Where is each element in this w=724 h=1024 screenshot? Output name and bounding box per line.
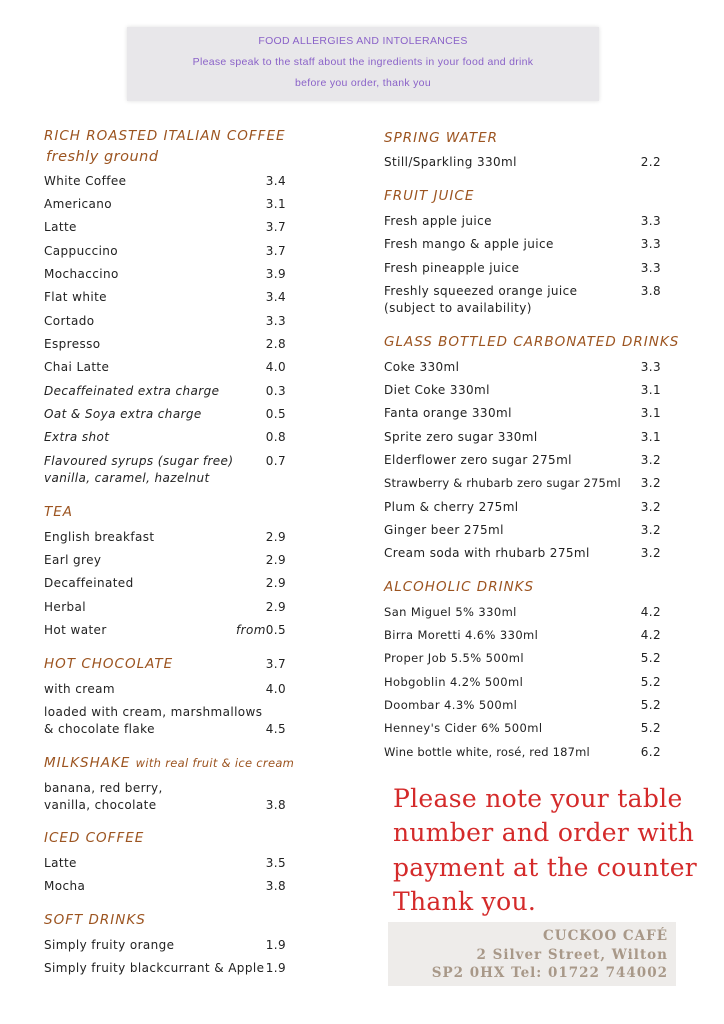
item-price: 3.2 [640, 546, 661, 560]
item-name: Americano [44, 197, 113, 211]
allergy-line: before you order, thank you [295, 77, 431, 89]
item-price: 1.9 [265, 961, 286, 975]
item-name: Mocha [44, 879, 86, 893]
cafe-address [388, 922, 676, 986]
allergy-line: Please speak to the staff about the ingredients in your food and drink [192, 56, 534, 68]
item-name: Extra shot [44, 430, 110, 444]
item-price: 4.0 [265, 682, 286, 696]
section-title-text: MILKSHAKE [44, 755, 131, 771]
item-price: 0.3 [265, 384, 286, 398]
item-name: Simply fruity orange [44, 938, 175, 952]
item-price: 5.2 [640, 651, 661, 665]
item-price: 3.2 [640, 453, 661, 467]
allergy-title: FOOD ALLERGIES AND INTOLERANCES [258, 35, 468, 47]
item-price: 3.2 [640, 523, 661, 537]
item-price: 2.2 [640, 155, 661, 169]
item-name: Espresso [44, 337, 101, 351]
item-name: Simply fruity blackcurrant & Apple [44, 961, 265, 975]
item-price: 2.9 [265, 530, 286, 544]
item-price: 5.2 [640, 698, 661, 712]
item-price: 0.8 [265, 430, 286, 444]
section-title: HOT CHOCOLATE [44, 656, 174, 672]
section-title: SPRING WATER [384, 130, 499, 146]
section-subtitle: with real fruit & ice cream [135, 756, 295, 770]
item-price: 2.8 [265, 337, 286, 351]
item-name: Fresh pineapple juice [384, 261, 520, 275]
item-name: Diet Coke 330ml [384, 383, 490, 397]
item-name: Freshly squeezed orange juice [384, 284, 578, 298]
item-name: Decaffeinated extra charge [44, 384, 220, 398]
item-price: 0.7 [265, 454, 286, 468]
item-price: 3.3 [640, 360, 661, 374]
item-name: Doombar 4.3% 500ml [384, 698, 518, 712]
item-price: 5.2 [640, 721, 661, 735]
note-line: payment at the counter [393, 853, 698, 882]
section-title: SOFT DRINKS [44, 912, 146, 928]
item-name: Henney's Cider 6% 500ml [384, 721, 543, 735]
item-price: 5.2 [640, 675, 661, 689]
item-price: 3.7 [265, 657, 286, 671]
item-price: 3.1 [265, 197, 286, 211]
item-price: 3.2 [640, 500, 661, 514]
item-price: 2.9 [265, 553, 286, 567]
item-price: 0.5 [265, 407, 286, 421]
section-title: TEA [44, 504, 74, 520]
item-price: 4.0 [265, 360, 286, 374]
item-name: Cappuccino [44, 244, 119, 258]
item-name: Coke 330ml [384, 360, 460, 374]
item-name: San Miguel 5% 330ml [384, 605, 517, 619]
item-price: 6.2 [640, 745, 661, 759]
item-price: 3.8 [640, 284, 661, 298]
item-detail: (subject to availability) [384, 301, 532, 315]
cafe-name: CUCKOO CAFÉ [543, 928, 668, 944]
item-name: Still/Sparkling 330ml [384, 155, 517, 169]
price-prefix: from [236, 623, 266, 637]
item-price: 3.5 [265, 856, 286, 870]
item-price: 3.8 [265, 798, 286, 812]
item-detail: vanilla, chocolate [44, 798, 157, 812]
item-price: 3.1 [640, 383, 661, 397]
item-price: 3.2 [640, 476, 661, 490]
item-price: 3.3 [640, 237, 661, 251]
item-price: 3.4 [265, 174, 286, 188]
item-name: Earl grey [44, 553, 102, 567]
note-line: number and order with [393, 818, 695, 847]
section-title: GLASS BOTTLED CARBONATED DRINKS [384, 334, 680, 350]
item-name: White Coffee [44, 174, 127, 188]
item-price: 4.5 [265, 722, 286, 736]
item-name: Strawberry & rhubarb zero sugar 275ml [384, 476, 621, 490]
note-line: Thank you. [393, 887, 537, 916]
item-name: Latte [44, 856, 77, 870]
item-name: Flat white [44, 290, 107, 304]
cafe-postcode-tel: SP2 0HX Tel: 01722 744002 [431, 965, 668, 981]
item-price: 2.9 [265, 576, 286, 590]
item-price: 3.7 [265, 244, 286, 258]
item-name: Mochaccino [44, 267, 119, 281]
item-name: Cream soda with rhubarb 275ml [384, 546, 590, 560]
section-title: ICED COFFEE [44, 830, 145, 846]
item-name: banana, red berry, [44, 781, 163, 795]
item-name: with cream [44, 682, 115, 696]
item-name: Elderflower zero sugar 275ml [384, 453, 572, 467]
section-title: RICH ROASTED ITALIAN COFFEE [44, 128, 286, 144]
item-name: Herbal [44, 600, 87, 614]
item-price: 3.1 [640, 430, 661, 444]
item-price: 4.2 [640, 628, 661, 642]
item-price: 0.5 [265, 623, 286, 637]
item-price: 3.3 [640, 214, 661, 228]
item-name: Fanta orange 330ml [384, 406, 512, 420]
section-subtitle: freshly ground [46, 149, 159, 165]
item-name: loaded with cream, marshmallows [44, 705, 263, 719]
item-price: 3.3 [265, 314, 286, 328]
item-name: Sprite zero sugar 330ml [384, 430, 538, 444]
item-price: 3.8 [265, 879, 286, 893]
item-price: 4.2 [640, 605, 661, 619]
item-detail: vanilla, caramel, hazelnut [44, 471, 210, 485]
item-price: 3.7 [265, 220, 286, 234]
item-price: 3.4 [265, 290, 286, 304]
section-title: FRUIT JUICE [384, 188, 475, 204]
item-name: Flavoured syrups (sugar free) [44, 454, 234, 468]
item-name: Fresh mango & apple juice [384, 237, 554, 251]
section-title: ALCOHOLIC DRINKS [384, 579, 535, 595]
item-price: 2.9 [265, 600, 286, 614]
item-name: Fresh apple juice [384, 214, 492, 228]
item-name: Hot water [44, 623, 107, 637]
note-line: Please note your table [393, 784, 683, 813]
section-title [44, 754, 294, 772]
item-detail: & chocolate flake [44, 722, 155, 736]
item-name: Decaffeinated [44, 576, 134, 590]
item-name: Hobgoblin 4.2% 500ml [384, 675, 524, 689]
item-name: Wine bottle white, rosé, red 187ml [384, 745, 590, 759]
item-price: 3.9 [265, 267, 286, 281]
item-price: 1.9 [265, 938, 286, 952]
item-price: 3.1 [640, 406, 661, 420]
item-name: Plum & cherry 275ml [384, 500, 519, 514]
item-name: Chai Latte [44, 360, 110, 374]
cafe-street: 2 Silver Street, Wilton [476, 947, 668, 963]
item-name: Latte [44, 220, 77, 234]
item-name: Oat & Soya extra charge [44, 407, 202, 421]
item-price: 3.3 [640, 261, 661, 275]
item-name: English breakfast [44, 530, 155, 544]
item-name: Birra Moretti 4.6% 330ml [384, 628, 539, 642]
item-name: Proper Job 5.5% 500ml [384, 651, 525, 665]
item-name: Ginger beer 275ml [384, 523, 504, 537]
allergy-notice [127, 27, 599, 101]
item-name: Cortado [44, 314, 95, 328]
